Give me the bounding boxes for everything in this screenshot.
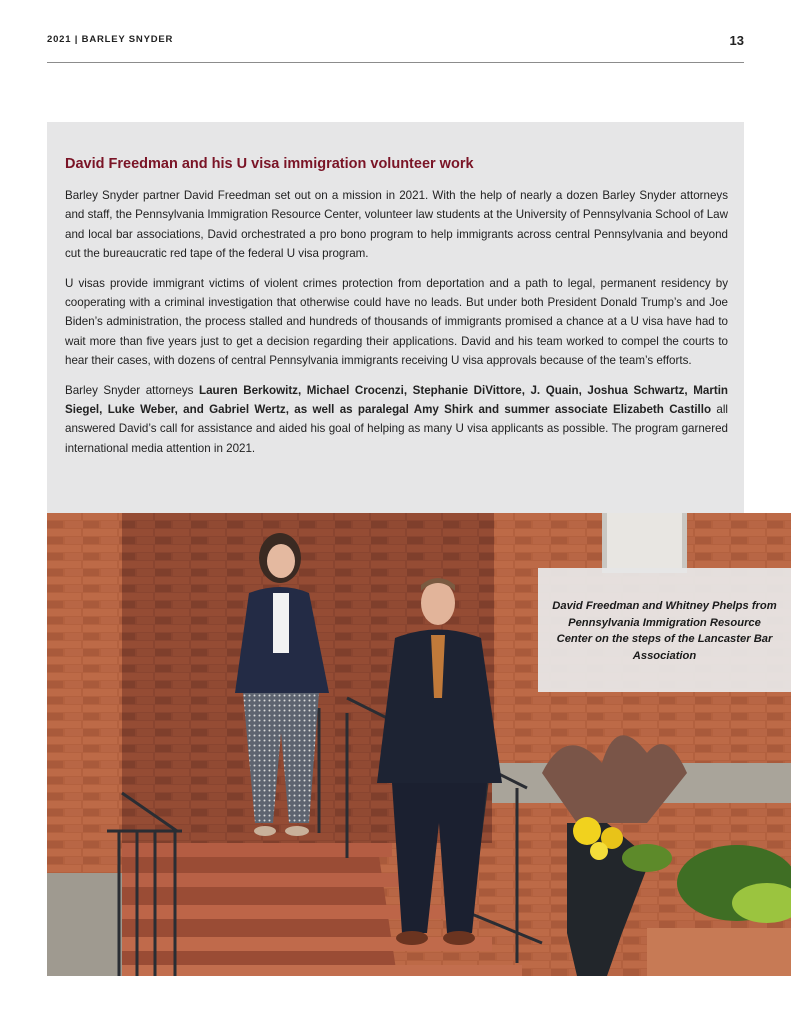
- volunteer-names: Lauren Berkowitz, Michael Crocenzi, Stephanie DiVittore, J. Quain, Joshua Schwartz, Martin Siegel, Luke Weber, and Gabriel Wertz, as well as paralegal Amy Shirk and summer associate Elizabeth Castillo: [65, 383, 728, 417]
- article-paragraph: U visas provide immigrant victims of violent crimes protection from deportation and a path to legal, permanent residency by cooperating with a criminal investigation that otherwise could have no leads. But under both President Donald Trump’s and Joe Biden’s administration, the process stalled and hundreds of thousands of immigrants promised a chance at a U visa have had to wait more than five years just to get a decision regarding their applications. David and his team worked to compel the courts to hear their cases, with dozens of central Pennsylvania immigrants receiving U visa approvals because of the team’s efforts.: [65, 276, 728, 368]
- article-paragraph: Barley Snyder partner David Freedman set out on a mission in 2021. With the help of nearly a dozen Barley Snyder attorneys and staff, the Pennsylvania Immigration Resource Center, volunteer law students at the University of Pennsylvania School of Law and local bar associations, David orchestrated a pro bono program to help immigrants across central Pennsylvania and beyond cut the bureaucratic red tape of the federal U visa program.: [65, 189, 728, 261]
- page-number: 13: [729, 33, 744, 48]
- header-rule: [47, 62, 744, 63]
- photo-caption-box: [538, 568, 791, 692]
- running-head: 2021 | BARLEY SNYDER: [47, 34, 174, 45]
- article-panel: [47, 122, 744, 514]
- paragraph-text: Barley Snyder attorneys: [65, 383, 199, 397]
- article-paragraph: [65, 381, 728, 459]
- paragraph-text: all answered David’s call for assistance and aided his goal of helping as many U visa applicants as possible. The program garnered international media attention in 2021.: [65, 403, 728, 455]
- photo-caption: David Freedman and Whitney Phelps from Pennsylvania Immigration Resource Center on the steps of the Lancaster Bar Association: [552, 600, 777, 662]
- article-title: David Freedman and his U visa immigration volunteer work: [65, 156, 474, 172]
- article-content: [65, 156, 728, 468]
